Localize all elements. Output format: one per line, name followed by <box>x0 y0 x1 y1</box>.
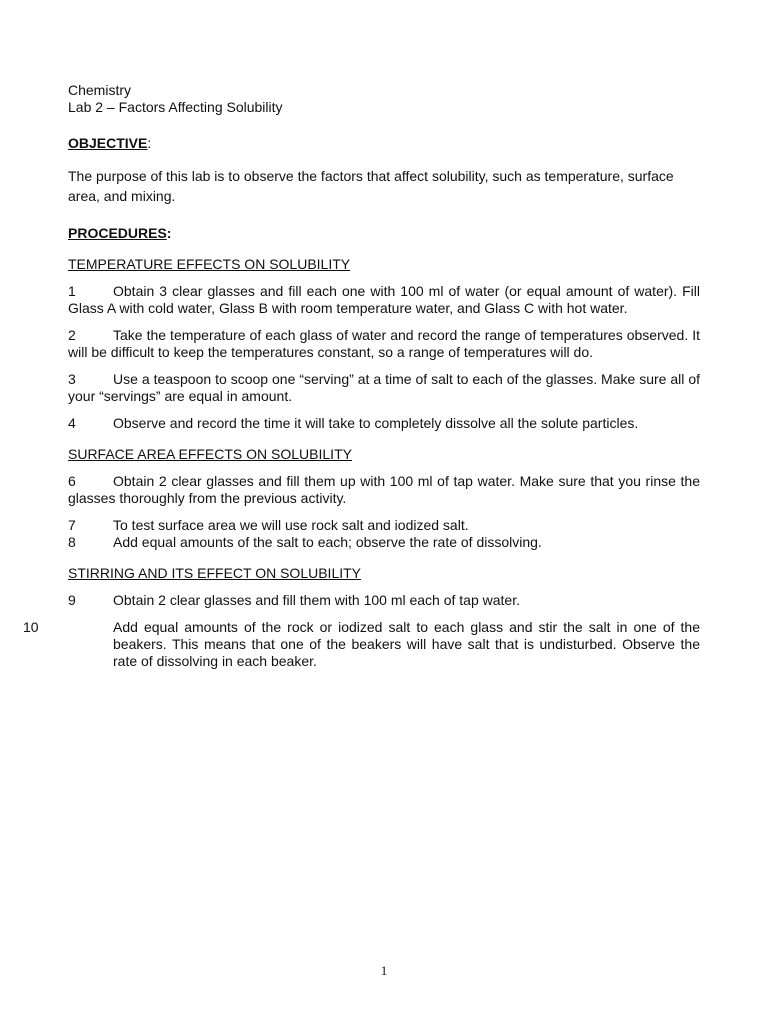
step-text: Obtain 2 clear glasses and fill them up with 100 ml of tap water. Make sure that you rinse the glasses thoroughly from the previous activity. <box>68 473 700 506</box>
step-text: Use a teaspoon to scoop one “serving” at a time of salt to each of the glasses. Make sure all of your “servings” are equal in amount. <box>68 371 700 404</box>
procedure-step <box>68 473 700 507</box>
procedure-step <box>68 327 700 361</box>
procedure-step <box>68 517 700 534</box>
step-text: Obtain 3 clear glasses and fill each one with 100 ml of water (or equal amount of water). Fill Glass A with cold water, Glass B with room temperature water, and Glass C with hot water. <box>68 283 700 316</box>
procedure-step <box>68 534 700 551</box>
temperature-section <box>68 242 700 432</box>
procedure-step <box>68 283 700 317</box>
step-number: 1 <box>68 283 76 299</box>
procedure-step <box>68 415 700 432</box>
objective-colon: : <box>147 135 152 151</box>
procedure-step <box>23 619 700 670</box>
step-text: Obtain 2 clear glasses and fill them with 100 ml each of tap water. <box>113 592 520 608</box>
procedures-section <box>23 206 700 670</box>
surface-area-section <box>68 432 700 551</box>
procedure-step <box>68 592 700 609</box>
step-number: 8 <box>68 534 76 550</box>
step-text: Add equal amounts of the rock or iodized salt to each glass and stir the salt in one of the beakers. This means that one of the beakers will have salt that is undisturbed. Observe the rate of dissolving in each beaker. <box>113 619 700 669</box>
surface-area-section-title: SURFACE AREA EFFECTS ON SOLUBILITY <box>68 446 352 462</box>
stirring-section-title: STIRRING AND ITS EFFECT ON SOLUBILITY <box>68 565 362 581</box>
objective-text: The purpose of this lab is to observe the factors that affect solubility, such as temperature, surface area, and mixing. <box>68 168 674 204</box>
objective-section <box>68 116 700 206</box>
step-number: 6 <box>68 473 76 489</box>
course-name: Chemistry <box>68 82 132 98</box>
step-number: 4 <box>68 415 76 431</box>
step-text: Observe and record the time it will take to completely dissolve all the solute particles. <box>113 415 639 431</box>
procedures-heading: PROCEDURES <box>68 225 167 241</box>
step-number: 9 <box>68 592 76 608</box>
stirring-section <box>23 551 700 670</box>
lab-title: Lab 2 – Factors Affecting Solubility <box>68 99 283 115</box>
step-number: 2 <box>68 327 76 343</box>
page-number: 1 <box>380 963 388 978</box>
temperature-section-title: TEMPERATURE EFFECTS ON SOLUBILITY <box>68 256 351 272</box>
step-number: 3 <box>68 371 76 387</box>
procedures-colon: : <box>166 225 172 241</box>
step-text: Take the temperature of each glass of water and record the range of temperatures observed. It will be difficult to keep the temperatures constant, so a range of temperatures will do. <box>68 327 700 360</box>
step-number: 10 <box>23 619 39 635</box>
step-text: Add equal amounts of the salt to each; observe the rate of dissolving. <box>113 534 542 550</box>
step-number: 7 <box>68 517 76 533</box>
objective-heading: OBJECTIVE <box>68 135 148 151</box>
procedure-step <box>68 371 700 405</box>
document-page <box>23 82 700 670</box>
step-text: To test surface area we will use rock salt and iodized salt. <box>113 517 469 533</box>
